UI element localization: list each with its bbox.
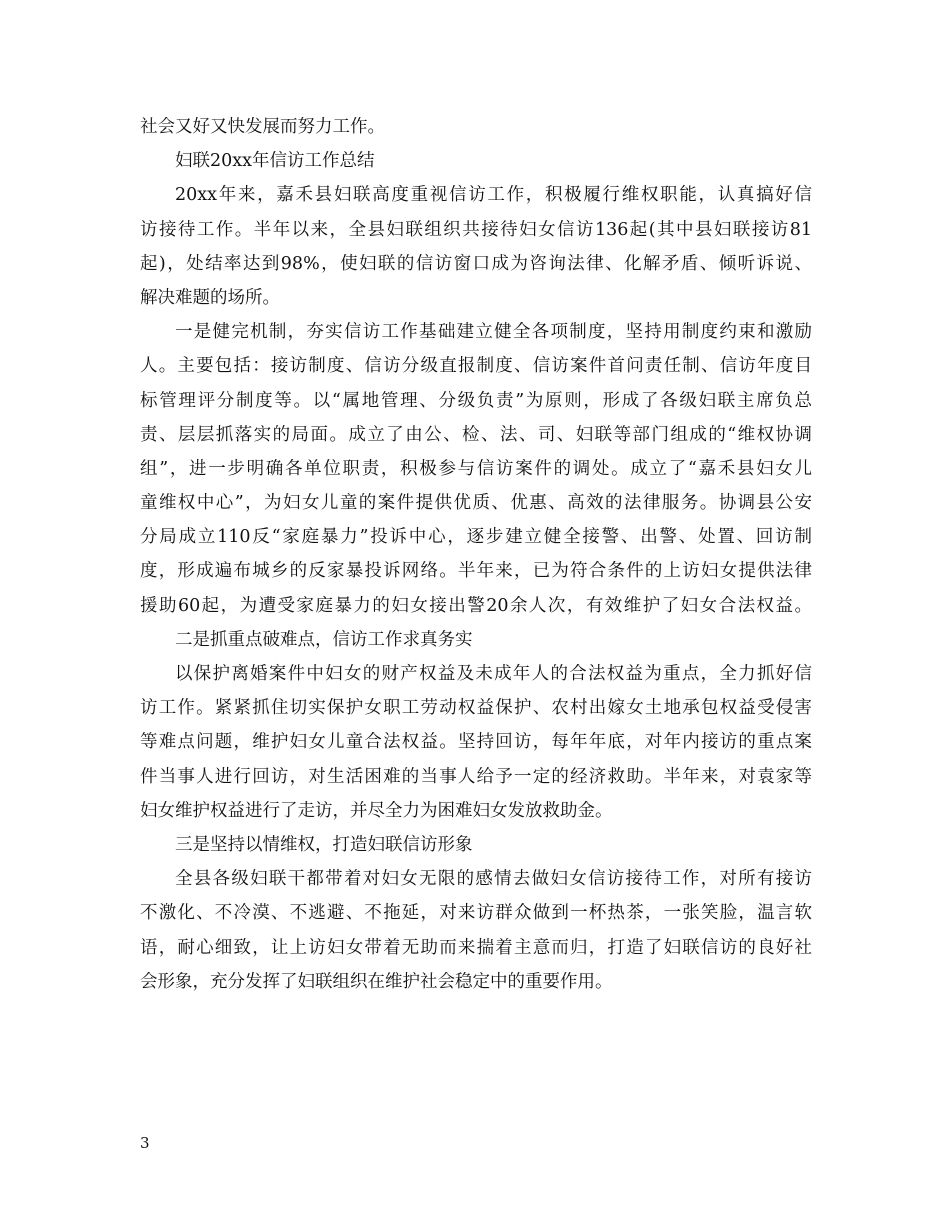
text-line: 访工作。紧紧抓住切实保护女职工劳动权益保护、农村出嫁女土地承包权益受侵害 [140, 698, 812, 719]
text-line: 责、层层抓落实的局面。成立了由公、检、法、司、妇联等部门组成的“维权协调 [140, 424, 812, 445]
text-line: 妇联20xx年信访工作总结 [175, 151, 375, 172]
text-line: 二是抓重点破难点，信访工作求真务实 [175, 629, 473, 650]
text-line: 度，形成遍布城乡的反家暴投诉网络。半年来，已为符合条件的上访妇女提供法律 [140, 561, 812, 582]
text-line: 分局成立110反“家庭暴力”投诉中心，逐步建立健全接警、出警、处置、回访制 [140, 527, 812, 548]
text-line: 一是健完机制，夯实信访工作基础建立健全各项制度，坚持用制度约束和激励 [175, 322, 812, 343]
text-line: 标管理评分制度等。以“属地管理、分级负责”为原则，形成了各级妇联主席负总 [140, 390, 812, 411]
text-line: 20xx年来，嘉禾县妇联高度重视信访工作，积极履行维权职能，认真搞好信 [175, 185, 812, 206]
text-line: 人。主要包括：接访制度、信访分级直报制度、信访案件首问责任制、信访年度目 [140, 356, 812, 377]
text-line: 件当事人进行回访，对生活困难的当事人给予一定的经济救助。半年来，对袁家等 [140, 766, 812, 787]
page-number: 3 [140, 1134, 150, 1152]
document-body [140, 110, 812, 999]
text-line: 妇女维护权益进行了走访，并尽全力为困难妇女发放救助金。 [140, 800, 613, 821]
text-line: 全县各级妇联干都带着对妇女无限的感情去做妇女信访接待工作，对所有接访 [175, 869, 812, 890]
text-line: 组”，进一步明确各单位职责，积极参与信访案件的调处。成立了“嘉禾县妇女儿 [140, 458, 812, 479]
text-line: 访接待工作。半年以来，全县妇联组织共接待妇女信访136起(其中县妇联接访81 [140, 219, 812, 240]
text-line: 语，耐心细致，让上访妇女带着无助而来揣着主意而归，打造了妇联信访的良好社 [140, 937, 812, 958]
text-line: 等难点问题，维护妇女儿童合法权益。坚持回访，每年年底，对年内接访的重点案 [140, 732, 812, 753]
text-line: 童维权中心”，为妇女儿童的案件提供优质、优惠、高效的法律服务。协调县公安 [140, 493, 812, 514]
text-line: 不激化、不冷漠、不逃避、不拖延，对来访群众做到一杯热茶，一张笑脸，温言软 [140, 903, 812, 924]
text-line: 会形象，充分发挥了妇联组织在维护社会稳定中的重要作用。 [140, 971, 613, 992]
text-line: 三是坚持以情维权，打造妇联信访形象 [175, 834, 473, 855]
text-line: 以保护离婚案件中妇女的财产权益及未成年人的合法权益为重点，全力抓好信 [175, 664, 812, 684]
text-line: 解决难题的场所。 [140, 287, 280, 308]
text-line: 起)，处结率达到98%，使妇联的信访窗口成为咨询法律、化解矛盾、倾听诉说、 [140, 253, 812, 274]
text-line: 社会又好又快发展而努力工作。 [140, 117, 385, 137]
text-line: 援助60起，为遭受家庭暴力的妇女接出警20余人次，有效维护了妇女合法权益。 [140, 595, 812, 616]
